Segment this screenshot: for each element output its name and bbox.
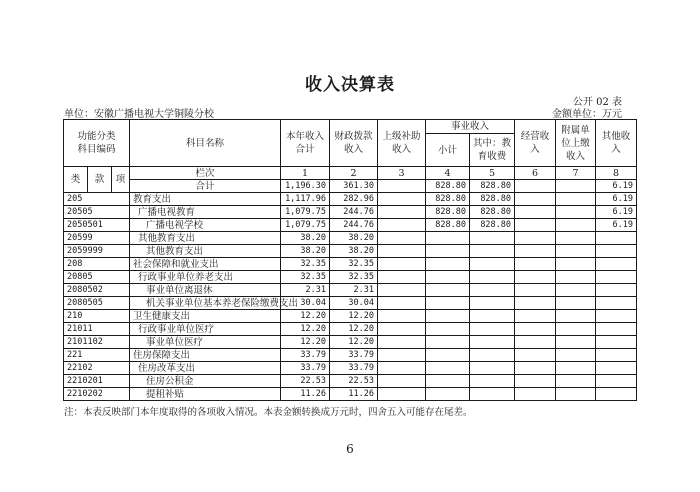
amount-cell (515, 245, 556, 258)
amount-cell (378, 258, 426, 271)
business-income-header: 事业收入 (426, 120, 515, 134)
amount-cell: 1,117.96 (281, 193, 330, 206)
amount-cell (556, 323, 596, 336)
func-class-label: 功能分类 (77, 131, 116, 142)
amount-cell: 6.19 (596, 219, 637, 232)
amount-cell (470, 349, 515, 362)
amount-cell (596, 271, 637, 284)
amount-cell (470, 375, 515, 388)
amount-cell: 32.35 (281, 258, 330, 271)
amount-cell (596, 232, 637, 245)
amount-cell: 12.20 (330, 323, 378, 336)
table-row (64, 258, 637, 271)
amount-cell (426, 271, 470, 284)
table-row (64, 310, 637, 323)
amount-cell (556, 375, 596, 388)
amount-cell (470, 388, 515, 401)
amount-cell (426, 284, 470, 297)
amount-cell: 33.79 (330, 349, 378, 362)
amount-cell (426, 336, 470, 349)
amount-cell: 38.20 (330, 232, 378, 245)
amount-cell: 11.26 (330, 388, 378, 401)
amount-cell: 828.80 (470, 206, 515, 219)
table-row (64, 193, 637, 206)
subject-name: 卫生健康支出 (130, 310, 281, 323)
amount-cell (378, 219, 426, 232)
amount-cell (470, 336, 515, 349)
amount-cell (515, 297, 556, 310)
amount-cell (556, 310, 596, 323)
subject-name: 行政事业单位医疗 (130, 323, 281, 336)
table-row (64, 362, 637, 375)
amount-cell (470, 323, 515, 336)
subject-code: 2210201 (64, 375, 130, 388)
subject-code: 22102 (64, 362, 130, 375)
col-num: 2 (330, 167, 378, 180)
amount-cell (556, 362, 596, 375)
total-value: 1,196.30 (281, 180, 330, 193)
amount-cell: 30.04 (330, 297, 378, 310)
amount-cell (596, 375, 637, 388)
col-num: 8 (596, 167, 637, 180)
subtotal-header: 小计 (426, 134, 470, 167)
subject-name: 住房改革支出 (130, 362, 281, 375)
amount-cell (515, 284, 556, 297)
subject-code: 221 (64, 349, 130, 362)
table-row (64, 388, 637, 401)
amount-cell (470, 245, 515, 258)
amount-cell (556, 336, 596, 349)
amount-cell (556, 258, 596, 271)
amount-cell (426, 323, 470, 336)
amount-cell: 30.04 (281, 297, 330, 310)
amount-cell (470, 258, 515, 271)
table-row (64, 245, 637, 258)
subject-code: 2050501 (64, 219, 130, 232)
table-row (64, 336, 637, 349)
func-class-header (64, 120, 130, 167)
amount-cell (515, 362, 556, 375)
amount-cell (556, 206, 596, 219)
subject-code: 2210202 (64, 388, 130, 401)
amount-cell: 828.80 (470, 193, 515, 206)
amount-cell: 1,079.75 (281, 206, 330, 219)
amount-cell (426, 232, 470, 245)
table-row (64, 284, 637, 297)
amount-cell (470, 297, 515, 310)
amount-cell (378, 232, 426, 245)
amount-cell (426, 362, 470, 375)
subject-name: 广播电视学校 (130, 219, 281, 232)
subject-code-label: 科目编码 (77, 144, 116, 155)
amount-cell: 828.80 (426, 206, 470, 219)
table-row (64, 271, 637, 284)
subject-name: 其他教育支出 (130, 245, 281, 258)
table-row (64, 206, 637, 219)
total-value: 828.80 (470, 180, 515, 193)
amount-cell (556, 388, 596, 401)
amount-cell (556, 193, 596, 206)
amount-cell (378, 206, 426, 219)
amount-cell (426, 245, 470, 258)
amount-cell: 22.53 (281, 375, 330, 388)
table-row (64, 323, 637, 336)
operating-income-header: 经营收入 (515, 120, 556, 167)
amount-cell (515, 219, 556, 232)
amount-cell (378, 271, 426, 284)
amount-cell: 1,079.75 (281, 219, 330, 232)
total-value (515, 180, 556, 193)
amount-cell (378, 349, 426, 362)
subject-name: 事业单位医疗 (130, 336, 281, 349)
amount-cell: 33.79 (281, 362, 330, 375)
amount-cell (378, 362, 426, 375)
page-number: 6 (346, 442, 354, 456)
subject-name: 行政事业单位养老支出 (130, 271, 281, 284)
amount-cell (378, 375, 426, 388)
total-value: 361.30 (330, 180, 378, 193)
column-number-row (64, 167, 637, 180)
amount-cell (556, 245, 596, 258)
amount-cell: 22.53 (330, 375, 378, 388)
subject-name: 机关事业单位基本养老保险缴费支出 (130, 297, 281, 310)
total-value (556, 180, 596, 193)
header-row-1 (64, 120, 637, 134)
table-row (64, 297, 637, 310)
amount-cell: 2.31 (330, 284, 378, 297)
amount-cell (378, 323, 426, 336)
total-row (64, 180, 637, 193)
amount-cell (596, 297, 637, 310)
amount-cell: 33.79 (330, 362, 378, 375)
amount-cell (596, 258, 637, 271)
report-title: 收入决算表 (305, 75, 395, 95)
amount-cell: 12.20 (281, 336, 330, 349)
subject-code: 2059999 (64, 245, 130, 258)
amount-cell (515, 349, 556, 362)
amount-cell (515, 336, 556, 349)
amount-cell: 12.20 (281, 323, 330, 336)
subject-name: 事业单位离退休 (130, 284, 281, 297)
table-row (64, 232, 637, 245)
amount-cell (556, 232, 596, 245)
amount-cell: 282.96 (330, 193, 378, 206)
amount-cell (556, 219, 596, 232)
fiscal-header: 财政拨款收入 (330, 120, 378, 167)
total-value (378, 180, 426, 193)
subject-code: 2101102 (64, 336, 130, 349)
total-label: 合计 (130, 180, 281, 193)
col-num: 3 (378, 167, 426, 180)
amount-cell (426, 388, 470, 401)
amount-cell (596, 388, 637, 401)
amount-cell (596, 323, 637, 336)
amount-cell: 244.76 (330, 219, 378, 232)
col-num: 5 (470, 167, 515, 180)
amount-cell: 11.26 (281, 388, 330, 401)
amount-cell (378, 336, 426, 349)
amount-cell (426, 375, 470, 388)
amount-cell (556, 349, 596, 362)
amount-cell (596, 336, 637, 349)
amount-cell (556, 297, 596, 310)
col-num: 1 (281, 167, 330, 180)
amount-unit-label: 金额单位：万元 (552, 109, 622, 120)
amount-cell: 38.20 (281, 232, 330, 245)
subject-name: 广播电视教育 (130, 206, 281, 219)
amount-cell: 2.31 (281, 284, 330, 297)
col-num: 4 (426, 167, 470, 180)
upper-subsidy-header: 上级补助收入 (378, 120, 426, 167)
amount-cell (470, 232, 515, 245)
amount-cell (378, 310, 426, 323)
lei-header: 类 (64, 167, 88, 193)
xiang-header: 项 (112, 167, 130, 193)
total-income-header: 本年收入合计 (281, 120, 330, 167)
amount-cell (515, 258, 556, 271)
subject-name: 其他教育支出 (130, 232, 281, 245)
unit-label: 单位：安徽广播电视大学铜陵分校 (64, 109, 214, 120)
amount-cell: 12.20 (330, 310, 378, 323)
subject-name: 住房公积金 (130, 375, 281, 388)
amount-cell (378, 245, 426, 258)
subject-code: 20599 (64, 232, 130, 245)
table-row (64, 349, 637, 362)
amount-cell: 32.35 (281, 271, 330, 284)
amount-cell: 33.79 (281, 349, 330, 362)
subject-code: 208 (64, 258, 130, 271)
subject-code: 210 (64, 310, 130, 323)
amount-cell (515, 388, 556, 401)
amount-cell: 244.76 (330, 206, 378, 219)
subject-name: 提租补贴 (130, 388, 281, 401)
amount-cell: 38.20 (281, 245, 330, 258)
amount-cell: 32.35 (330, 258, 378, 271)
income-table (63, 119, 637, 401)
amount-cell (515, 271, 556, 284)
amount-cell (378, 388, 426, 401)
amount-cell: 38.20 (330, 245, 378, 258)
table-row (64, 219, 637, 232)
subject-code: 21011 (64, 323, 130, 336)
total-value: 828.80 (426, 180, 470, 193)
amount-cell (515, 375, 556, 388)
subject-code: 20805 (64, 271, 130, 284)
form-number: 公开 02 表 (572, 97, 622, 108)
amount-cell: 828.80 (426, 193, 470, 206)
amount-cell (515, 323, 556, 336)
amount-cell (470, 362, 515, 375)
amount-cell: 6.19 (596, 193, 637, 206)
amount-cell (596, 284, 637, 297)
amount-cell (378, 193, 426, 206)
subject-code: 205 (64, 193, 130, 206)
amount-cell (556, 271, 596, 284)
amount-cell (556, 284, 596, 297)
amount-cell (596, 245, 637, 258)
amount-cell (378, 297, 426, 310)
subject-code: 2080505 (64, 297, 130, 310)
amount-cell: 6.19 (596, 206, 637, 219)
amount-cell (596, 310, 637, 323)
amount-cell: 12.20 (281, 310, 330, 323)
subject-name-header: 科目名称 (130, 120, 281, 167)
subject-name: 住房保障支出 (130, 349, 281, 362)
subject-name: 社会保障和就业支出 (130, 258, 281, 271)
col-num: 7 (556, 167, 596, 180)
amount-cell (515, 206, 556, 219)
amount-cell: 828.80 (470, 219, 515, 232)
amount-cell (426, 310, 470, 323)
amount-cell: 828.80 (426, 219, 470, 232)
subject-name: 教育支出 (130, 193, 281, 206)
subject-code: 20505 (64, 206, 130, 219)
amount-cell (515, 310, 556, 323)
kuan-header: 款 (88, 167, 112, 193)
affiliated-income-header: 附属单位上缴收入 (556, 120, 596, 167)
amount-cell (426, 258, 470, 271)
amount-cell (515, 232, 556, 245)
amount-cell (515, 193, 556, 206)
edu-fee-header: 其中：教育收费 (470, 134, 515, 167)
amount-cell (596, 349, 637, 362)
table-row (64, 375, 637, 388)
amount-cell (426, 349, 470, 362)
amount-cell (426, 297, 470, 310)
amount-cell (470, 310, 515, 323)
total-value: 6.19 (596, 180, 637, 193)
amount-cell: 32.35 (330, 271, 378, 284)
amount-cell: 12.20 (330, 336, 378, 349)
col-num: 6 (515, 167, 556, 180)
lanci-label: 栏次 (130, 167, 281, 180)
amount-cell (596, 362, 637, 375)
amount-cell (470, 271, 515, 284)
subject-code: 2080502 (64, 284, 130, 297)
amount-cell (378, 284, 426, 297)
amount-cell (470, 284, 515, 297)
table-note: 注：本表反映部门本年度取得的各项收入情况。本表金额转换成万元时，四舍五入可能存在尾差。 (64, 407, 473, 418)
other-income-header: 其他收入 (596, 120, 637, 167)
